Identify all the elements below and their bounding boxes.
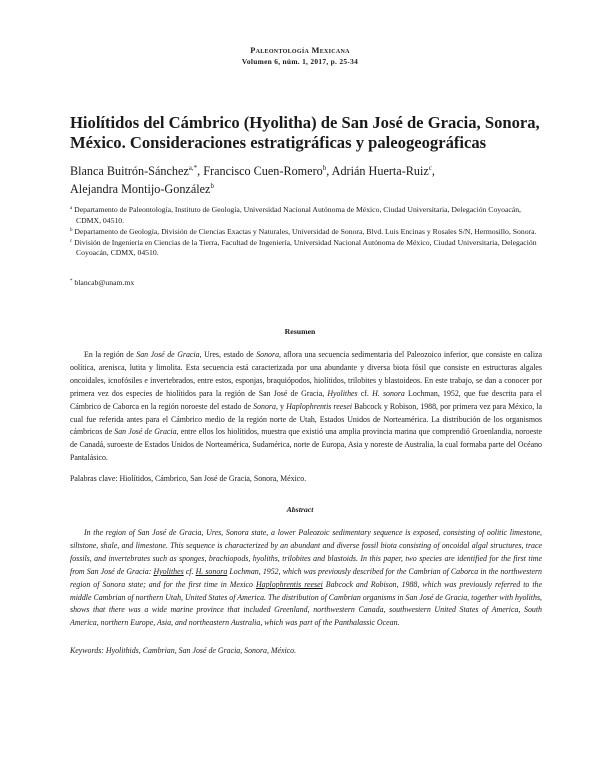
author-name: Francisco Cuen-Romero [203,164,323,178]
affiliation-item [70,238,540,259]
volume-info: Volumen 6, núm. 1, 2017, p. 25-34 [241,56,359,66]
abstract-paragraph: In the region of San José de Gracia, Ures, Sonora state, a lower Paleozoic sedimentary sequence is exposed, consisting of oolitic limestone, siltstone, shale, and limestone. This sequence is characterized by an abundant and diverse fossil biota consisting of oncoidal algal structures, trace fossils, and invertebrates such as sponges, brachiopods, hyoliths, trilobites and blastoids. In this paper, two species are identified for the first time from San José de Gracia: Hyolithes cf. H. sonora Lochman, 1952, which was previously described for the Cambrian of Caborca in the northwestern region of Sonora state; and for the first time in Mexico Haplophrentis reesei Babcock and Robison, 1988, which was previously referred to the middle Cambrian of northern Utah, United States of America. The distribution of Cambrian organisms in San José de Gracia, together with hyoliths, shows that there was a wide marine province that included Greenland, northwestern Canada, southwestern United States of America, South America, northern Europe, Asia, and northeastern Australia, which was part of the Panthalassic Ocean. [70,528,542,628]
keywords-english: Keywords: Hyolithids, Cambrian, San José de Gracia, Sonora, México. [70,646,297,655]
affiliation-mark: a [70,206,73,211]
affiliation-text: Departamento de Paleontología, Instituto de Geología, Universidad Nacional Autónoma de México, Ciudad Universitaria, Delegación Coyoacán, CDMX, 04510. [74,205,521,225]
palabras-clave: Palabras clave: Hiolítidos, Cámbrico, San José de Gracia, Sonora, México. [70,474,307,483]
affiliation-text: División de Ingeniería en Ciencias de la Tierra, Facultad de Ingeniería, Universidad Nacional Autónoma de México, Ciudad Universitaria, Delegación Coyoacán, CDMX, 04510. [74,237,537,258]
author-name: Adrián Huerta-Ruiz [331,164,429,178]
author-affiliation-mark: a,* [188,164,198,172]
corresponding-email [70,278,134,287]
author-affiliation-mark: b [210,182,214,190]
abstract-heading: Abstract [286,505,314,514]
resumen-paragraph: En la región de San José de Gracia, Ures, estado de Sonora, aflora una secuencia sedimentaria del Paleozoico inferior, que consiste en caliza oolítica, arenisca, lutita y limolita. Esta secuencia está caracterizada por una abundante y diversa biota fósil que consiste en estructuras algales oncoidales, icnofósiles e invertebrados, entre estos, esponjas, braquiópodos, hiolítidos, trilobites y blastoideos. En este trabajo, se dan a conocer por primera vez dos especies de hiolítidos para la región de San José de Gracia, Hyolithes cf. H. sonora Lochman, 1952, que fue descrita para el Cámbrico de Caborca en la región noroeste del estado de Sonora, y Haplophrentis reesei Babcock y Robison, 1988, por primera vez para México, la cual fue referida antes para el Cámbrico medio de la región norte de Utah, Estados Unidos de Norteamérica. La distribución de los organismos cámbricos de San José de Gracia, entre ellos los hiolítidos, muestra que existió una amplia provincia marina que comprendió Groenlandia, noroeste de Canadá, suroeste de Estados Unidos de Norteamérica, Sudamérica, norte de Europa, Asia y noreste de Australia, la cual formaba parte del Océano Pantalásico. [70,350,543,463]
affiliation-list [70,205,540,259]
author-affiliation-mark: b [322,164,327,172]
affiliation-item [70,227,540,238]
resumen-heading: Resumen [284,327,316,336]
article-title: Hiolítidos del Cámbrico (Hyolitha) de San José de Gracia, Sonora, México. Consideraciones estratigráficas y paleogeográficas [70,113,540,152]
email-address: blancab@unam.mx [74,278,135,287]
running-head [0,46,600,67]
author-name: Alejandra Montijo-González [70,182,211,196]
affiliation-item [70,205,540,226]
author-list: Blanca Buitrón-Sánchez$^{a,*}$, Francisco Cuen-Romero$^b$, Adrián Huerta-Ruiz$^c$, Alejandra Montijo-González$^b$ [70,164,435,196]
affiliation-mark: b [70,227,73,233]
corresponding-mark: * [70,279,73,284]
author-affiliation-mark: c [428,164,432,172]
author-name: Blanca Buitrón-Sánchez [70,164,189,178]
affiliation-text: Departamento de Geología, División de Ciencias Exactas y Naturales, Universidad de Sonora, Blvd. Luis Encinas y Rosales S/N, Hermosillo, Sonora. [74,226,537,236]
journal-name: Paleontología Mexicana [250,46,350,55]
affiliation-mark: c [70,238,73,244]
